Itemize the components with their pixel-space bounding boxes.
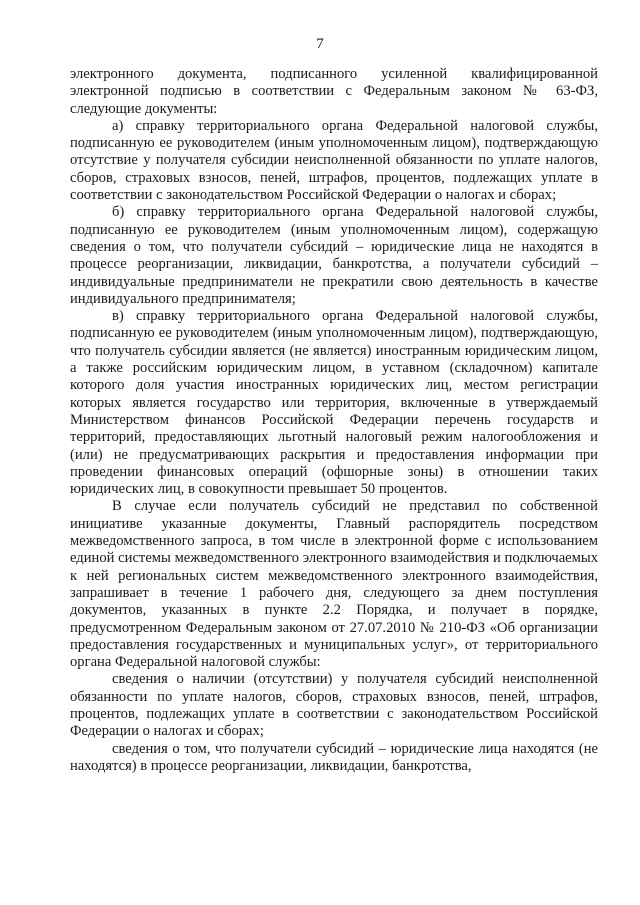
paragraph-interagency-request: В случае если получатель субсидий не представил по собственной инициативе указанные документы, Главный распорядитель посредством межведомственного запроса, в том числе в электронной форме с использованием единой системы межведомственного электронного взаимодействия и подключаемых к ней региональных систем межведомственного электронного взаимодействия, запрашивает в течение 1 рабочего дня, следующего за днем поступления документов, указанных в пункте 2.2 Порядка, и получает в порядке, предусмотренном Федеральным законом от 27.07.2010 № 210-ФЗ «Об организации предоставления государственных и муниципальных услуг», от территориального органа Федеральной налоговой службы:: [70, 498, 598, 671]
paragraph-documents-intro: электронного документа, подписанного усиленной квалифицированной электронной подписью в соответствии с Федеральным законом № 63-ФЗ, следующие документы:: [70, 66, 598, 117]
paragraph-item-b: б) справку территориального органа Федеральной налоговой службы, подписанную ее руководителем (иным уполномоченным лицом), содержащую сведения о том, что получатели субсидий – юридические лица не находятся в процессе реорганизации, ликвидации, банкротства, а получатели субсидий – индивидуальные предприниматели не прекратили свою деятельность в качестве индивидуального предпринимателя;: [70, 204, 598, 307]
paragraph-reorganization-info: сведения о том, что получатели субсидий – юридические лица находятся (не находятся) в процессе реорганизации, ликвидации, банкротства,: [70, 740, 598, 774]
page-number: 7: [316, 36, 324, 52]
paragraph-item-a: а) справку территориального органа Федеральной налоговой службы, подписанную ее руководителем (иным уполномоченным лицом), подтверждающую отсутствие у получателя субсидии неисполненной обязанности по уплате налогов, сборов, страховых взносов, пеней, штрафов, процентов, подлежащих уплате в соответствии с законодательством Российской Федерации о налогах и сборах;: [70, 117, 598, 204]
document-body: [70, 66, 598, 775]
paragraph-item-v: в) справку территориального органа Федеральной налоговой службы, подписанную ее руководителем (иным уполномоченным лицом), подтверждающую, что получатель субсидии является (не является) иностранным юридическим лицом, а также российским юридическим лицом, в уставном (складочном) капитале которого доля участия иностранных юридических лиц, местом регистрации которых является государство или территория, включенные в утверждаемый Министерством финансов Российской Федерации перечень государств и территорий, предоставляющих льготный налоговый режим налогообложения и (или) не предусматривающих раскрытия и предоставления информации при проведении финансовых операций (офшорные зоны) в отношении таких юридических лиц, в совокупности превышает 50 процентов.: [70, 308, 598, 498]
paragraph-tax-debt-info: сведения о наличии (отсутствии) у получателя субсидий неисполненной обязанности по уплате налогов, сборов, страховых взносов, пеней, штрафов, процентов, подлежащих уплате в соответствии с законодательством Российской Федерации о налогах и сборах;: [70, 671, 598, 740]
